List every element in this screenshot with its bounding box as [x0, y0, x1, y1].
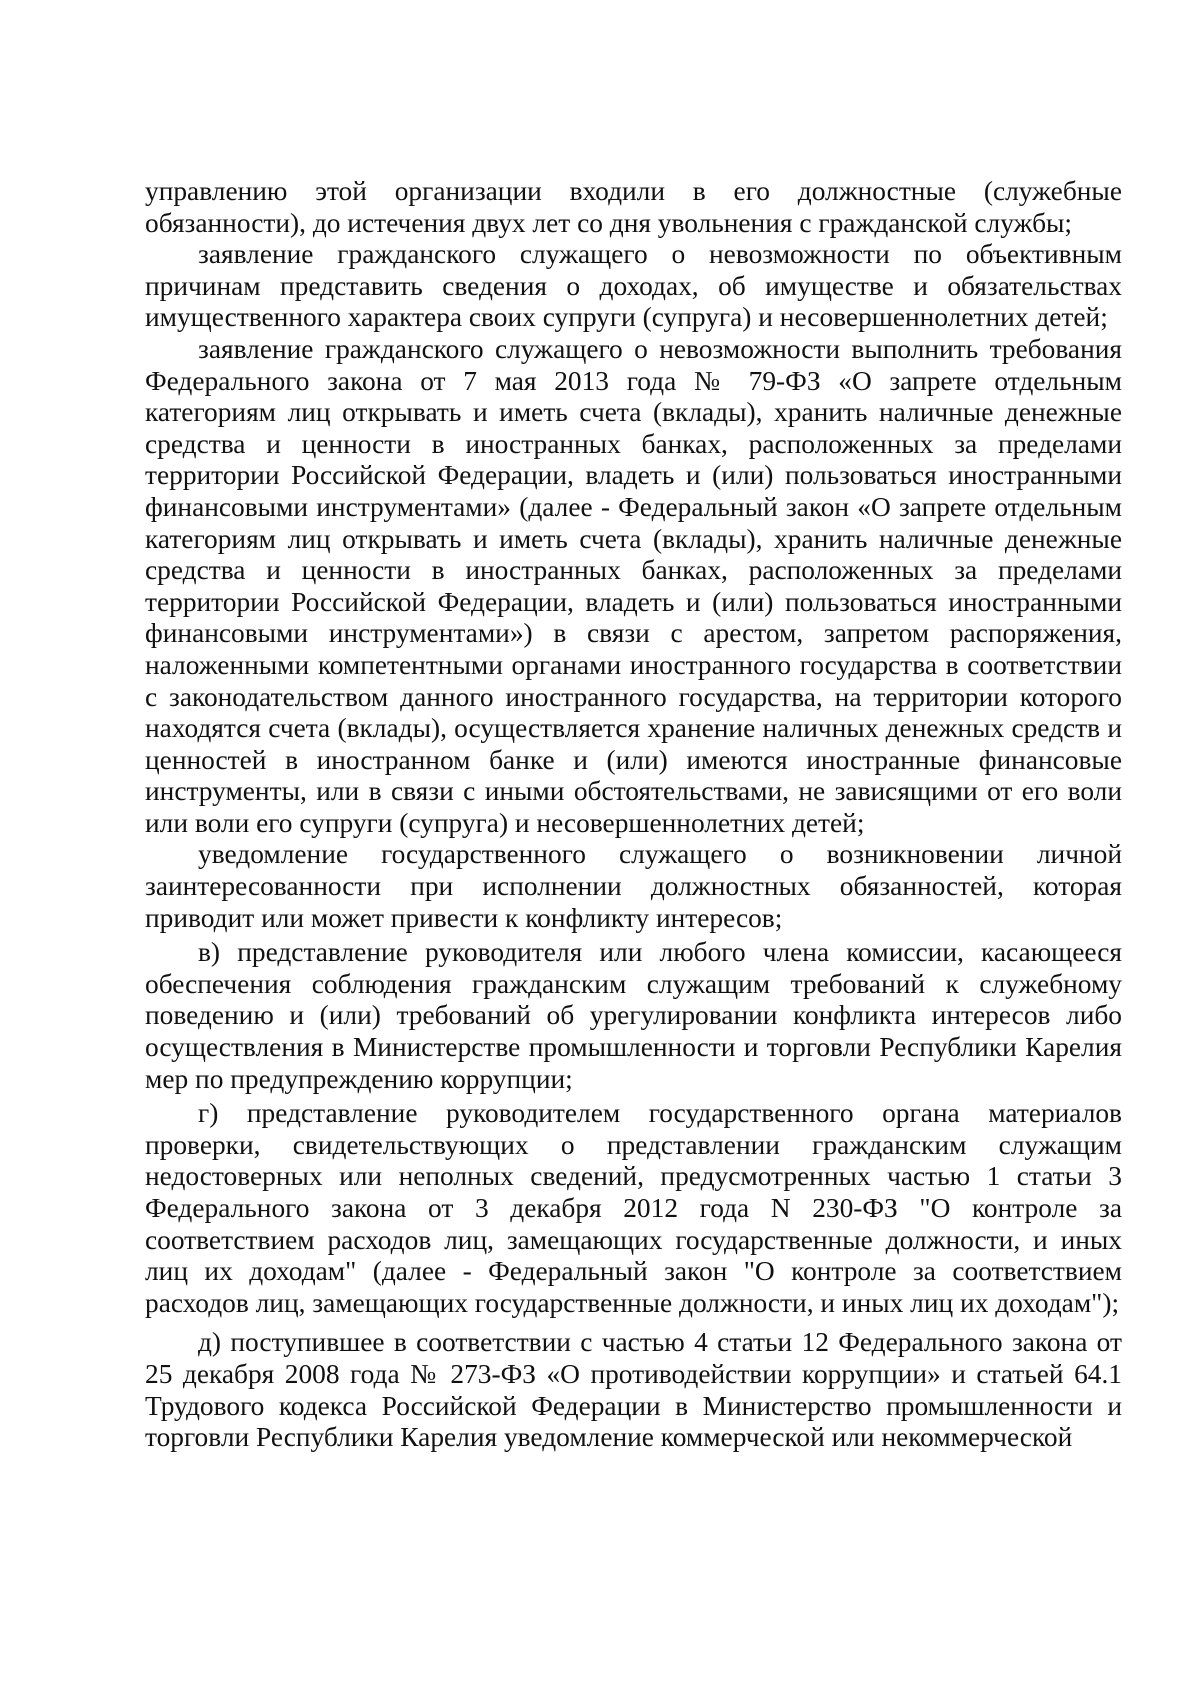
- paragraph-item-g: г) представление руководителем государственного органа материалов проверки, свидетельствующих о представлении гражданским служащим недостоверных или неполных сведений, предусмотренных частью 1 статьи 3 Федерального закона от 3 декабря 2012 года N 230-ФЗ "О контроле за соответствием расходов лиц, замещающих государственные должности, и иных лиц их доходам" (далее - Федеральный закон "О контроле за соответствием расходов лиц, замещающих государственные должности, и иных лиц их доходам");: [145, 1098, 1122, 1318]
- document-page: [145, 176, 1122, 1454]
- paragraph-statement-foreign-accounts: заявление гражданского служащего о невозможности выполнить требования Федерального закона от 7 мая 2013 года № 79-ФЗ «О запрете отдельным категориям лиц открывать и иметь счета (вклады), хранить наличные денежные средства и ценности в иностранных банках, расположенных за пределами территории Российской Федерации, владеть и (или) пользоваться иностранными финансовыми инструментами» (далее - Федеральный закон «О запрете отдельным категориям лиц открывать и иметь счета (вклады), хранить наличные денежные средства и ценности в иностранных банках, расположенных за пределами территории Российской Федерации, владеть и (или) пользоваться иностранными финансовыми инструментами») в связи с арестом, запретом распоряжения, наложенными компетентными органами иностранного государства в соответствии с законодательством данного иностранного государства, на территории которого находятся счета (вклады), осуществляется хранение наличных денежных средств и ценностей в иностранном банке и (или) имеются иностранные финансовые инструменты, или в связи с иными обстоятельствами, не зависящими от его воли или воли его супруги (супруга) и несовершеннолетних детей;: [145, 333, 1122, 838]
- paragraph-notice-conflict-of-interest: уведомление государственного служащего о возникновении личной заинтересованности при исполнении должностных обязанностей, которая приводит или может привести к конфликту интересов;: [145, 839, 1122, 933]
- paragraph-statement-income: заявление гражданского служащего о невозможности по объективным причинам представить сведения о доходах, об имуществе и обязательствах имущественного характера своих супруги (супруга) и несовершеннолетних детей;: [145, 239, 1122, 333]
- paragraph-item-d: д) поступившее в соответствии с частью 4 статьи 12 Федерального закона от 25 декабря 2008 года № 273-ФЗ «О противодействии коррупции» и статьей 64.1 Трудового кодекса Российской Федерации в Министерство промышленности и торговли Республики Карелия уведомление коммерческой или некоммерческой: [145, 1327, 1122, 1453]
- paragraph-item-v: в) представление руководителя или любого члена комиссии, касающееся обеспечения соблюдения гражданским служащим требований к служебному поведению и (или) требований об урегулировании конфликта интересов либо осуществления в Министерстве промышленности и торговли Республики Карелия мер по предупреждению коррупции;: [145, 937, 1122, 1094]
- paragraph-continuation: управлению этой организации входили в его должностные (служебные обязанности), до истечения двух лет со дня увольнения с гражданской службы;: [145, 176, 1122, 238]
